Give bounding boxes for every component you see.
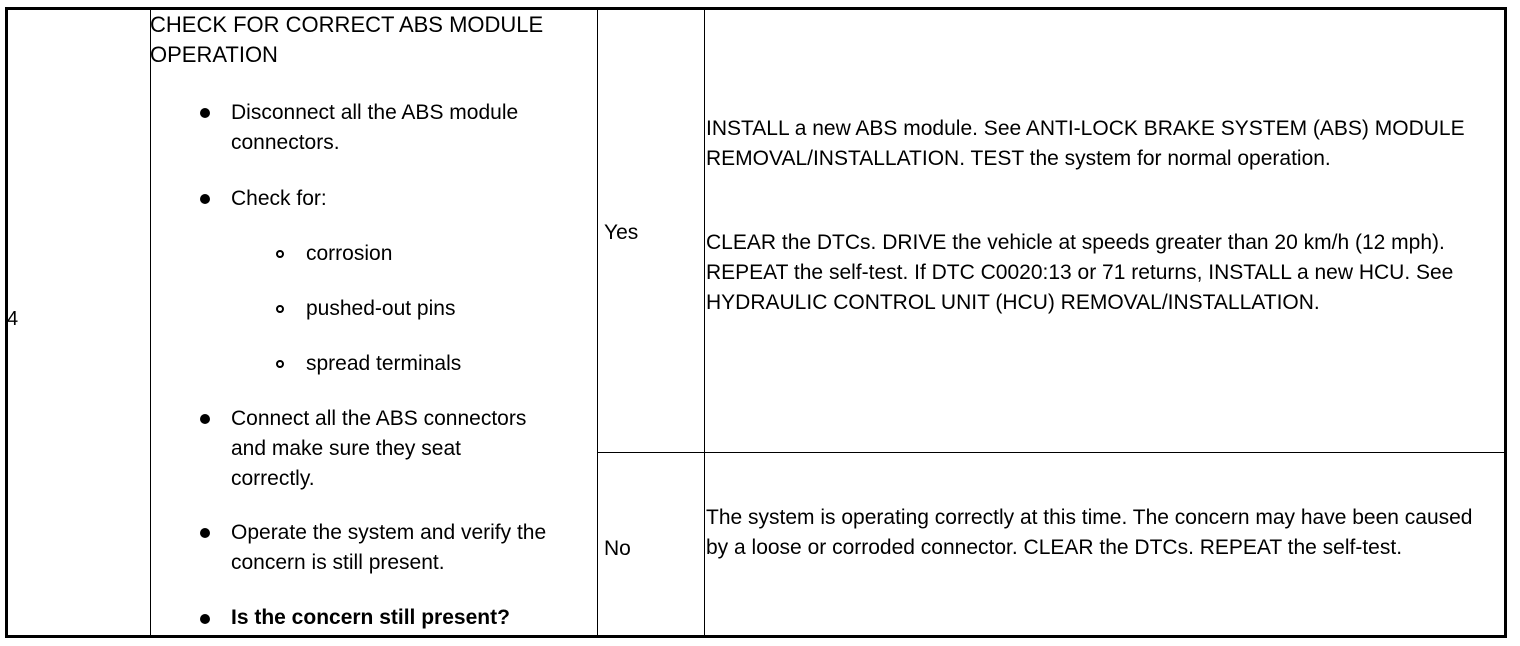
bullet-icon <box>200 194 210 204</box>
bullet-icon <box>200 528 210 538</box>
answer-no-label: No <box>604 537 631 560</box>
answer-yes-label: Yes <box>604 221 639 244</box>
yes-action-install: INSTALL a new ABS module. See ANTI-LOCK BRAKE SYSTEM (ABS) MODULE REMOVAL/INSTALLATION. TEST the system for normal operation. <box>706 117 1465 170</box>
sub-bullet-icon <box>276 360 284 368</box>
sub-bullet-icon <box>276 250 284 258</box>
instruction-connect: Connect all the ABS connectors and make sure they seat correctly. <box>231 407 527 490</box>
no-action: The system is operating correctly at this time. The concern may have been caused by a loose or corroded connector. CLEAR the DTCs. REPEAT the self-test. <box>706 506 1473 559</box>
check-item-pushed-out-pins: pushed-out pins <box>306 297 456 320</box>
column-divider-answer <box>597 9 598 636</box>
check-item-corrosion: corrosion <box>306 242 393 265</box>
bullet-icon <box>200 108 210 118</box>
row-divider-yes-no <box>597 452 1505 453</box>
bullet-icon <box>200 414 210 424</box>
bullet-icon <box>200 614 210 624</box>
question-concern-present: Is the concern still present? <box>231 606 510 629</box>
check-title: CHECK FOR CORRECT ABS MODULE OPERATION <box>150 12 544 67</box>
sub-bullet-icon <box>276 305 284 313</box>
instruction-disconnect: Disconnect all the ABS module connectors. <box>231 101 519 154</box>
instruction-operate: Operate the system and verify the concern is still present. <box>231 521 547 574</box>
column-divider-action <box>704 9 705 636</box>
column-divider-step <box>150 9 151 636</box>
check-item-spread-terminals: spread terminals <box>306 352 462 375</box>
instruction-check-for: Check for: <box>231 187 327 210</box>
step-number: 4 <box>7 308 19 330</box>
yes-action-clear: CLEAR the DTCs. DRIVE the vehicle at speeds greater than 20 km/h (12 mph). REPEAT the self-test. If DTC C0020:13 or 71 returns, INSTALL a new HCU. See HYDRAULIC CONTROL UNIT (HCU) REMOVAL/INSTALLATION. <box>706 231 1454 314</box>
